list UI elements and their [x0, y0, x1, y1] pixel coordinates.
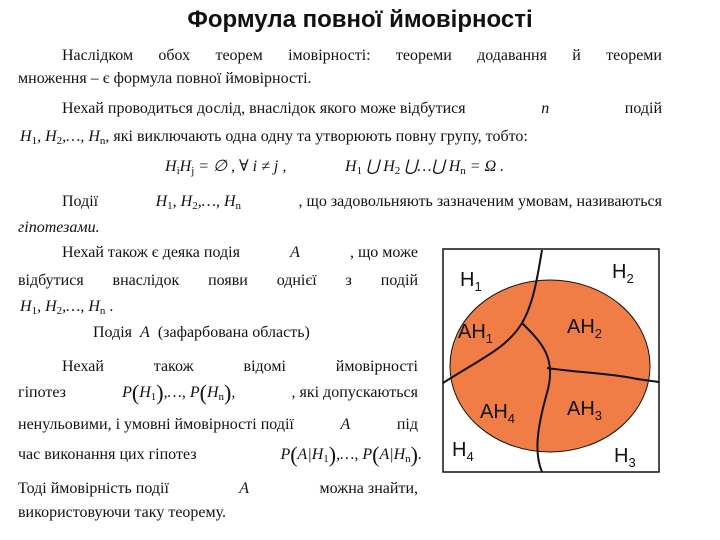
- paragraph-5: [93, 324, 310, 342]
- label-h4: $H_4$: [452, 439, 474, 464]
- formula-complete-group: $H_1$ ⋃ $H_2$ ⋃…⋃ $H_n = \Omega$ .: [345, 158, 505, 177]
- paragraph-3-line-1: [62, 193, 662, 215]
- formula-incompatibility: $H_iH_j$ = ∅ , ∀ i ≠ j ,: [165, 158, 287, 177]
- text-span: , які виключають одна одну та утворюють повну групу, тобто:: [105, 128, 528, 145]
- text-span: час виконання цих гіпотез: [18, 446, 197, 463]
- hypotheses-list-formula: $H_1$, $H_2,\dots$, $H_n$: [20, 128, 106, 147]
- var-A: A: [340, 416, 351, 433]
- text-span: відбутися внаслідок появи однієї з подій: [18, 272, 418, 289]
- paragraph-7-line-2: використовуючи таку теорему.: [18, 504, 227, 521]
- text-span: можна знайти,: [319, 480, 418, 497]
- var-A: A: [239, 480, 250, 497]
- paragraph-6-line-4: [18, 442, 422, 468]
- paragraph-2-line-2: [20, 128, 528, 150]
- paragraph-4-line-3: [20, 298, 113, 320]
- paragraph-3-line-2: гіпотезами.: [18, 219, 100, 236]
- text-span: подій: [624, 100, 662, 117]
- text-span: Події: [62, 193, 99, 210]
- paragraph-4-line-2: [18, 272, 418, 290]
- text-span: Нехай проводиться дослід, внаслідок якого може відбутися: [62, 100, 466, 117]
- text-span: (зафарбована область): [157, 324, 310, 341]
- text-span: .: [109, 298, 114, 315]
- page-title: Формула повної ймовірності: [187, 6, 533, 33]
- event-partition-diagram: [442, 248, 660, 473]
- paragraph-1-line-1: [62, 47, 662, 65]
- text-span: , що задовольняють зазначеним умовам, називаються: [298, 193, 662, 210]
- label-ah3: $AH_3$: [567, 398, 603, 423]
- label-ah4: $AH_4$: [480, 401, 516, 426]
- label-ah2: $AH_2$: [567, 316, 603, 341]
- text-span: Тоді ймовірність події: [18, 480, 169, 497]
- prior-probabilities-formula: $P(H_1),\dots$, $P(H_n)$,: [122, 380, 236, 405]
- paragraph-4-line-1: [62, 244, 418, 262]
- paragraph-1-line-2: [18, 70, 312, 88]
- label-h3: $H_3$: [614, 445, 636, 470]
- text-span: Наслідком обох теорем імовірності: теореми додавання й теореми: [62, 47, 662, 64]
- text-span: гіпотез: [18, 384, 66, 401]
- conditional-probabilities-formula: $P(A|H_1),\dots$, $P(A|H_n)$.: [280, 442, 422, 467]
- text-span: множення – є формула повної ймовірності.: [18, 70, 312, 87]
- paragraph-6-line-1: [62, 358, 418, 376]
- paragraph-7-line-1: [18, 480, 418, 498]
- text-span: під: [396, 416, 418, 433]
- text-span: Подія: [93, 324, 133, 341]
- paragraph-6-line-2: [18, 380, 418, 406]
- text-span: , які допускаються: [291, 384, 418, 401]
- var-A: A: [290, 244, 300, 261]
- label-h2: $H_2$: [612, 261, 634, 286]
- label-h1: $H_1$: [460, 269, 482, 294]
- text-span: Нехай також є деяка подія: [62, 244, 240, 261]
- var-A: A: [140, 324, 150, 341]
- hypotheses-list-formula: $H_1$, $H_2,\dots$, $H_n$: [20, 298, 106, 317]
- label-ah1: $AH_1$: [458, 321, 494, 346]
- var-n: n: [541, 100, 550, 117]
- hypotheses-list-formula: $H_1$, $H_2,\dots$, $H_n$: [155, 193, 242, 212]
- text-span: , що може: [349, 244, 418, 261]
- text-span: Нехай також відомі ймовірності: [62, 358, 418, 375]
- paragraph-6-line-3: [18, 416, 418, 434]
- paragraph-2-line-1: [62, 100, 662, 118]
- text-span: ненульовими, і умовні ймовірності події: [18, 416, 294, 433]
